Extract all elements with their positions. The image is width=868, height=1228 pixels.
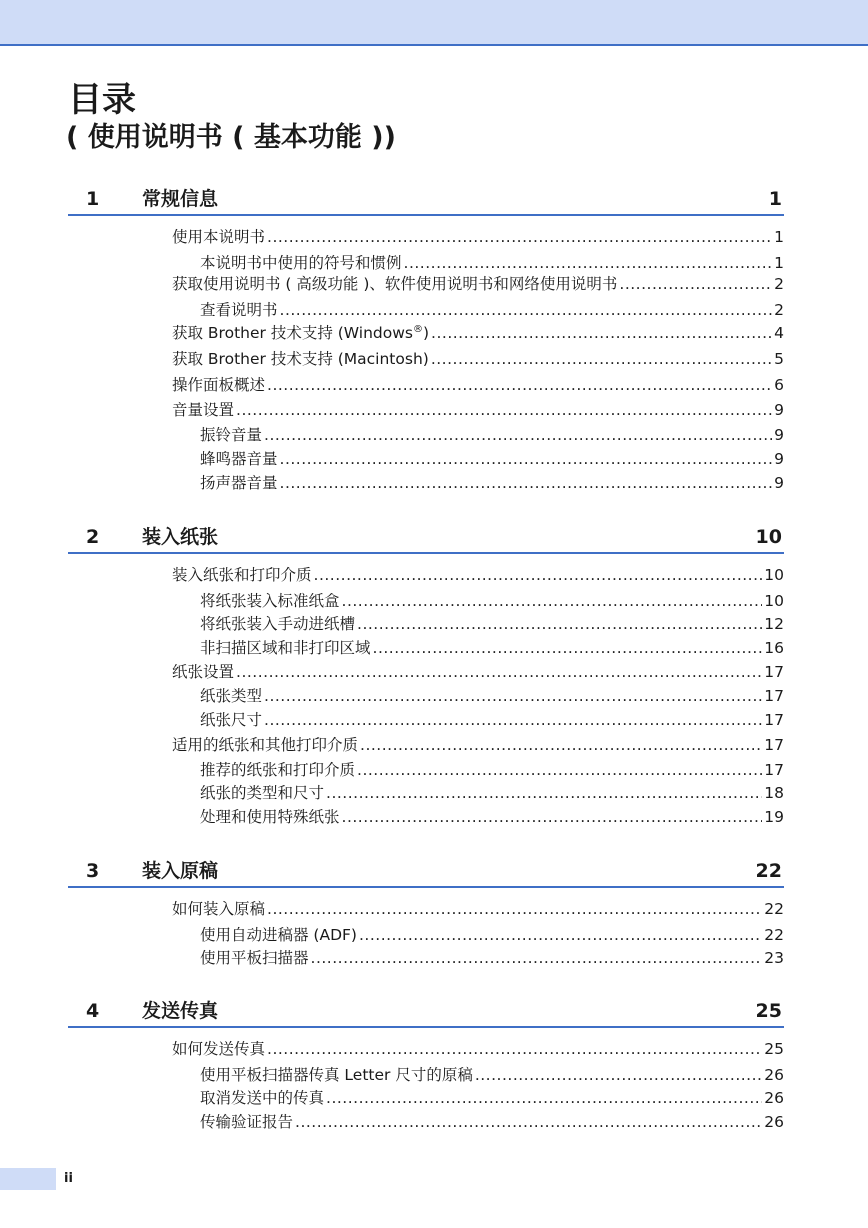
toc-entry-page: 9 — [774, 401, 784, 419]
toc-entry-page: 4 — [774, 324, 784, 342]
toc-entry-page: 9 — [774, 426, 784, 444]
chapter-heading[interactable] — [68, 860, 784, 888]
dot-leader — [373, 637, 763, 659]
dot-leader — [357, 613, 762, 635]
toc-entry-page: 22 — [764, 900, 784, 918]
chapter-heading[interactable] — [68, 188, 784, 216]
toc-entry-label: 使用平板扫描器传真 Letter 尺寸的原稿 — [200, 1066, 473, 1084]
toc-entry-label: 扬声器音量 — [200, 474, 278, 492]
toc-entry[interactable] — [200, 1111, 784, 1133]
toc-entry[interactable] — [172, 374, 784, 396]
toc-entry-label: 将纸张装入标准纸盒 — [200, 592, 340, 610]
toc-entry[interactable] — [200, 1087, 784, 1109]
chapter-title: 常规信息 — [142, 188, 219, 210]
toc-entry[interactable] — [200, 472, 784, 494]
toc-entry-label: 非扫描区域和非打印区域 — [200, 639, 371, 657]
toc-entry[interactable] — [200, 709, 784, 731]
toc-entry-label: 将纸张装入手动进纸槽 — [200, 615, 356, 633]
toc-entry[interactable] — [200, 299, 784, 321]
toc-entry[interactable] — [172, 661, 784, 683]
toc-entry-label: 本说明书中使用的符号和惯例 — [200, 254, 402, 272]
toc-entry-label: 蜂鸣器音量 — [200, 450, 278, 468]
toc-entry-label: 纸张设置 — [172, 663, 235, 681]
toc-entry-page: 9 — [774, 450, 784, 468]
toc-entry[interactable] — [200, 685, 784, 707]
dot-leader — [267, 374, 772, 396]
header-band — [0, 0, 868, 46]
toc-entry-label: 振铃音量 — [200, 426, 263, 444]
toc-entry-page: 16 — [764, 639, 784, 657]
toc-entry[interactable] — [200, 759, 784, 781]
dot-leader — [475, 1064, 762, 1086]
toc-entry-page: 6 — [774, 376, 784, 394]
dot-leader — [326, 782, 762, 804]
toc-entry[interactable] — [172, 898, 784, 920]
toc-entry-label: 音量设置 — [172, 401, 235, 419]
dot-leader — [267, 898, 762, 920]
dot-leader — [280, 448, 773, 470]
dot-leader — [280, 472, 773, 494]
toc-entry-label: 使用平板扫描器 — [200, 949, 309, 967]
dot-leader — [342, 806, 763, 828]
toc-entry[interactable] — [172, 226, 784, 248]
dot-leader — [359, 924, 762, 946]
page-title: 目录 — [68, 80, 136, 120]
toc-entry[interactable] — [172, 564, 784, 586]
toc-entry-page: 2 — [774, 301, 784, 319]
dot-leader — [619, 273, 772, 295]
toc-entry-label: 装入纸张和打印介质 — [172, 566, 312, 584]
toc-entry-label: 处理和使用特殊纸张 — [200, 808, 340, 826]
toc-entry-page: 2 — [774, 275, 784, 293]
toc-entry[interactable] — [172, 273, 784, 295]
chapter-number: 2 — [86, 526, 100, 548]
dot-leader — [342, 590, 763, 612]
dot-leader — [314, 564, 763, 586]
dot-leader — [404, 252, 773, 274]
toc-entry-page: 26 — [764, 1089, 784, 1107]
toc-entry-page: 10 — [764, 566, 784, 584]
toc-entry[interactable] — [200, 424, 784, 446]
toc-entry-label: 使用本说明书 — [172, 228, 266, 246]
chapter-number: 3 — [86, 860, 100, 882]
toc-entry-label: 使用自动进稿器 (ADF) — [200, 926, 357, 944]
dot-leader — [264, 709, 762, 731]
toc-entry-page: 1 — [774, 228, 784, 246]
chapter-heading[interactable] — [68, 1000, 784, 1028]
toc-entry-page: 22 — [764, 926, 784, 944]
toc-entry-page: 17 — [764, 663, 784, 681]
toc-entry-label: 纸张的类型和尺寸 — [200, 784, 325, 802]
dot-leader — [360, 734, 762, 756]
chapter-page-number: 1 — [768, 188, 782, 210]
dot-leader — [431, 322, 772, 344]
footer-tab — [0, 1168, 56, 1190]
dot-leader — [267, 1038, 762, 1060]
toc-entry-label: 纸张尺寸 — [200, 711, 263, 729]
toc-entry[interactable] — [172, 322, 784, 344]
toc-entry-page: 17 — [764, 736, 784, 754]
chapter-page-number: 10 — [755, 526, 782, 548]
chapter-number: 4 — [86, 1000, 100, 1022]
toc-entry-label: 获取 Brother 技术支持 (Macintosh) — [172, 350, 429, 368]
toc-entry-page: 26 — [764, 1113, 784, 1131]
toc-entry-page: 12 — [764, 615, 784, 633]
chapter-title: 装入原稿 — [142, 860, 219, 882]
toc-entry-label: 适用的纸张和其他打印介质 — [172, 736, 359, 754]
footer-page-number: ii — [64, 1171, 73, 1186]
toc-entry-label: 获取使用说明书 ( 高级功能 )、软件使用说明书和网络使用说明书 — [172, 275, 618, 293]
toc-entry-page: 18 — [764, 784, 784, 802]
dot-leader — [280, 299, 773, 321]
toc-entry-label: 如何装入原稿 — [172, 900, 266, 918]
toc-entry[interactable] — [200, 924, 784, 946]
registered-mark: ® — [412, 323, 423, 335]
toc-entry[interactable] — [172, 734, 784, 756]
toc-entry-label: 查看说明书 — [200, 301, 278, 319]
dot-leader — [236, 661, 762, 683]
toc-entry-page: 19 — [764, 808, 784, 826]
toc-entry-page: 17 — [764, 761, 784, 779]
chapter-title: 发送传真 — [142, 1000, 219, 1022]
chapter-number: 1 — [86, 188, 100, 210]
toc-entry-page: 9 — [774, 474, 784, 492]
toc-entry-page: 17 — [764, 687, 784, 705]
toc-entry-page: 26 — [764, 1066, 784, 1084]
toc-entry[interactable] — [200, 252, 784, 274]
toc-entry[interactable] — [200, 590, 784, 612]
toc-entry[interactable] — [200, 637, 784, 659]
chapter-heading[interactable] — [68, 526, 784, 554]
toc-entry-label: 如何发送传真 — [172, 1040, 266, 1058]
toc-entry-page: 23 — [764, 949, 784, 967]
dot-leader — [267, 226, 772, 248]
chapter-page-number: 22 — [755, 860, 782, 882]
toc-entry[interactable] — [200, 613, 784, 635]
toc-entry[interactable] — [200, 806, 784, 828]
toc-entry[interactable] — [200, 782, 784, 804]
toc-entry[interactable] — [172, 399, 784, 421]
dot-leader — [326, 1087, 762, 1109]
toc-entry[interactable] — [200, 448, 784, 470]
toc-entry-label: 获取 Brother 技术支持 (Windows®) — [172, 323, 430, 342]
page-subtitle: ( 使用说明书 ( 基本功能 )) — [66, 122, 396, 153]
toc-entry-page: 5 — [774, 350, 784, 368]
toc-entry-page: 25 — [764, 1040, 784, 1058]
dot-leader — [431, 348, 772, 370]
dot-leader — [357, 759, 762, 781]
toc-entry-label: 推荐的纸张和打印介质 — [200, 761, 356, 779]
toc-entry[interactable] — [200, 947, 784, 969]
toc-entry-label: 取消发送中的传真 — [200, 1089, 325, 1107]
toc-entry[interactable] — [200, 1064, 784, 1086]
toc-entry[interactable] — [172, 348, 784, 370]
dot-leader — [236, 399, 772, 421]
dot-leader — [264, 685, 762, 707]
toc-entry-label: 传输验证报告 — [200, 1113, 294, 1131]
toc-entry-label: 纸张类型 — [200, 687, 263, 705]
chapter-page-number: 25 — [755, 1000, 782, 1022]
chapter-title: 装入纸张 — [142, 526, 219, 548]
toc-entry-page: 1 — [774, 254, 784, 272]
dot-leader — [264, 424, 772, 446]
toc-entry-page: 17 — [764, 711, 784, 729]
dot-leader — [311, 947, 763, 969]
toc-entry-label: 操作面板概述 — [172, 376, 266, 394]
dot-leader — [295, 1111, 762, 1133]
toc-entry[interactable] — [172, 1038, 784, 1060]
toc-entry-page: 10 — [764, 592, 784, 610]
